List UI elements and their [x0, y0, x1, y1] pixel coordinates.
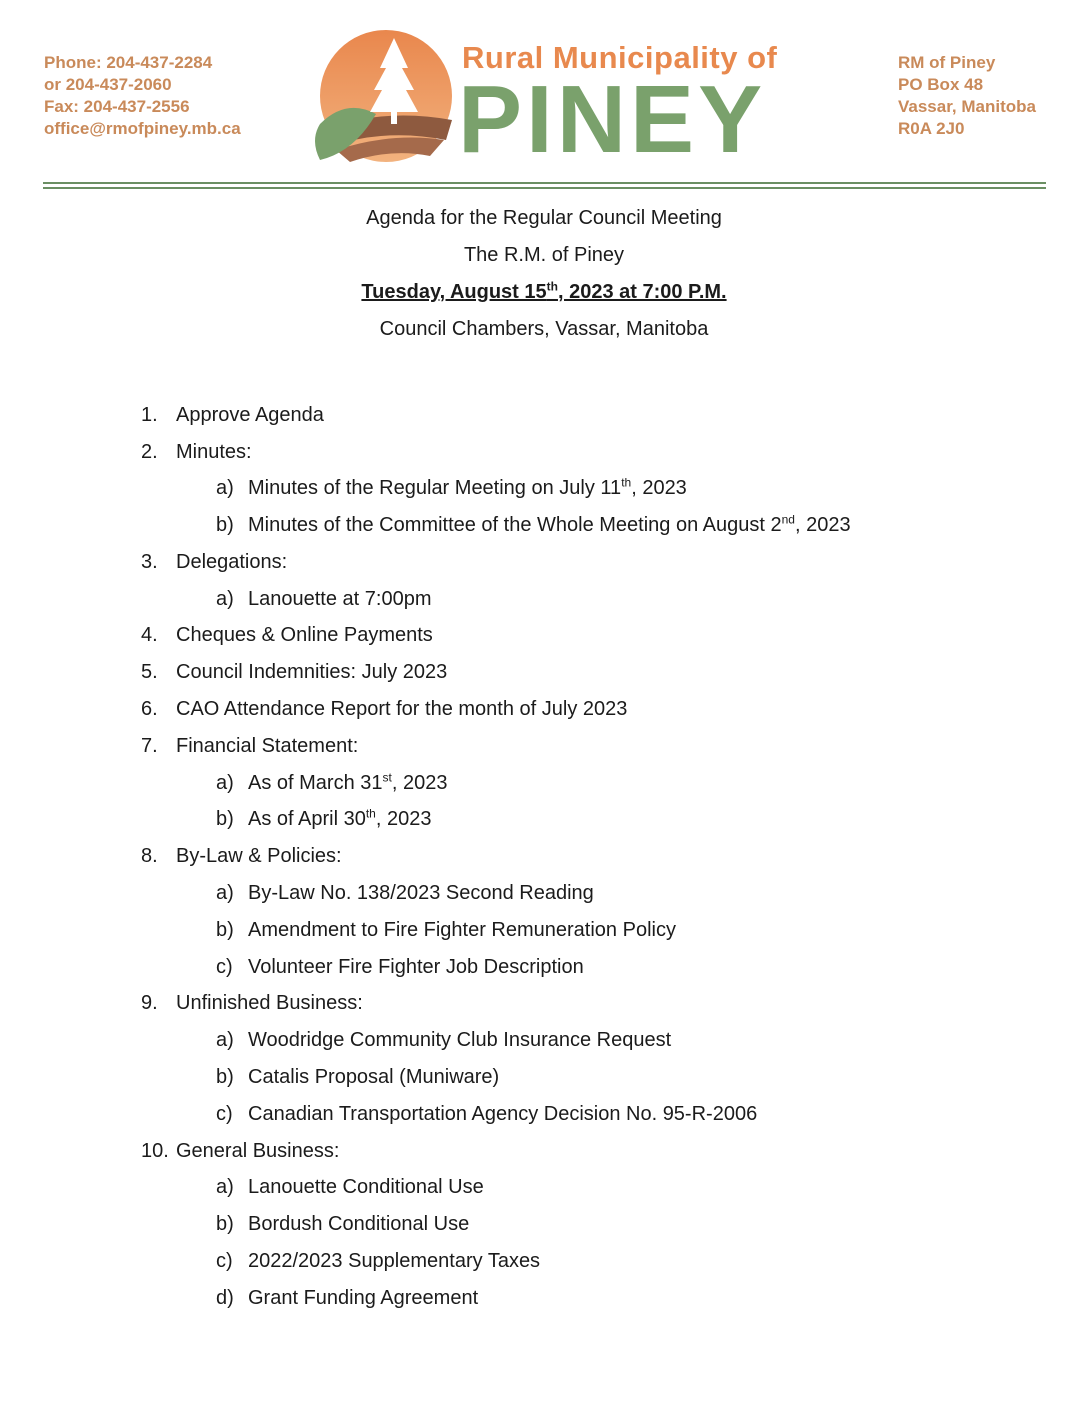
address-line: PO Box 48 [898, 75, 984, 94]
address-line: RM of Piney [898, 53, 996, 72]
brand-title: Rural Municipality of [462, 40, 778, 75]
agenda-title: Agenda for the Regular Council Meeting [366, 207, 722, 229]
fax-line: Fax: 204-437-2556 [44, 97, 190, 116]
mailing-address [898, 52, 1036, 140]
contact-info [44, 52, 241, 140]
brand-name: PINEY [458, 66, 767, 173]
meeting-date: Tuesday, August 15th, 2023 at 7:00 P.M. [361, 279, 727, 303]
email-line: office@rmofpiney.mb.ca [44, 119, 241, 138]
meeting-location: Council Chambers, Vassar, Manitoba [379, 318, 709, 340]
postal-code: R0A 2J0 [898, 119, 965, 138]
alt-phone-line: or 204-437-2060 [44, 75, 172, 94]
municipality-name: The R.M. of Piney [463, 244, 625, 266]
header-divider [43, 187, 1046, 189]
piney-logo-icon [306, 28, 456, 168]
address-line: Vassar, Manitoba [898, 97, 1036, 116]
phone-line: Phone: 204-437-2284 [44, 53, 213, 72]
header-divider [43, 182, 1046, 184]
